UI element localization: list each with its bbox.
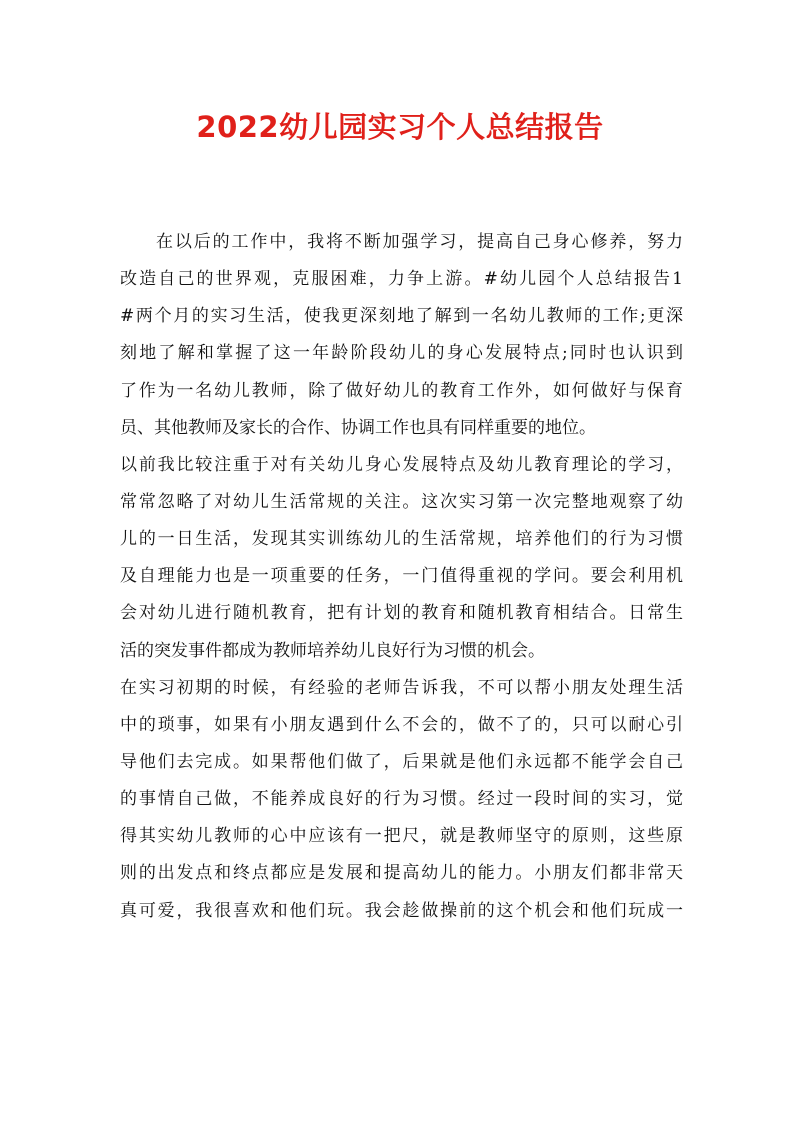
text-line: 刻地了解和掌握了这一年龄阶段幼儿的身心发展特点;同时也认识到 [120,343,683,364]
text-line: 中的琐事，如果有小朋友遇到什么不会的，做不了的，只可以耐心引 [120,714,683,735]
text-line: 员、其他教师及家长的合作、协调工作也具有同样重要的地位。 [120,417,596,438]
text-line: 的事情自己做，不能养成良好的行为习惯。经过一段时间的实习，觉 [120,789,683,810]
text-line: 真可爱，我很喜欢和他们玩。我会趁做操前的这个机会和他们玩成一 [120,900,683,921]
text-line: 则的出发点和终点都应是发展和提高幼儿的能力。小朋友们都非常天 [120,863,683,884]
text-line: 在实习初期的时候，有经验的老师告诉我，不可以帮小朋友处理生活 [120,677,683,698]
text-line: 以前我比较注重于对有关幼儿身心发展特点及幼儿教育理论的学习， [120,454,683,475]
text-line: #两个月的实习生活，使我更深刻地了解到一名幼儿教师的工作;更深 [120,306,683,327]
text-line: 得其实幼儿教师的心中应该有一把尺，就是教师坚守的原则，这些原 [120,826,683,847]
text-line: 儿的一日生活，发现其实训练幼儿的生活常规，培养他们的行为习惯 [120,529,683,550]
text-line: 了作为一名幼儿教师，除了做好幼儿的教育工作外，如何做好与保育 [120,380,683,401]
text-line: 在以后的工作中，我将不断加强学习，提高自己身心修养，努力 [156,232,683,252]
text-line: 常常忽略了对幼儿生活常规的关注。这次实习第一次完整地观察了幼 [120,491,683,512]
text-line: 改造自己的世界观，克服困难，力争上游。#幼儿园个人总结报告1 [120,269,683,290]
document-body [120,224,683,930]
document-title: 2022幼儿园实习个人总结报告 [196,110,604,144]
text-line: 会对幼儿进行随机教育，把有计划的教育和随机教育相结合。日常生 [120,603,683,624]
text-line: 导他们去完成。如果帮他们做了，后果就是他们永远都不能学会自己 [120,751,683,772]
text-line: 活的突发事件都成为教师培养幼儿良好行为习惯的机会。 [120,640,545,661]
text-line: 及自理能力也是一项重要的任务，一门值得重视的学问。要会利用机 [120,566,683,587]
